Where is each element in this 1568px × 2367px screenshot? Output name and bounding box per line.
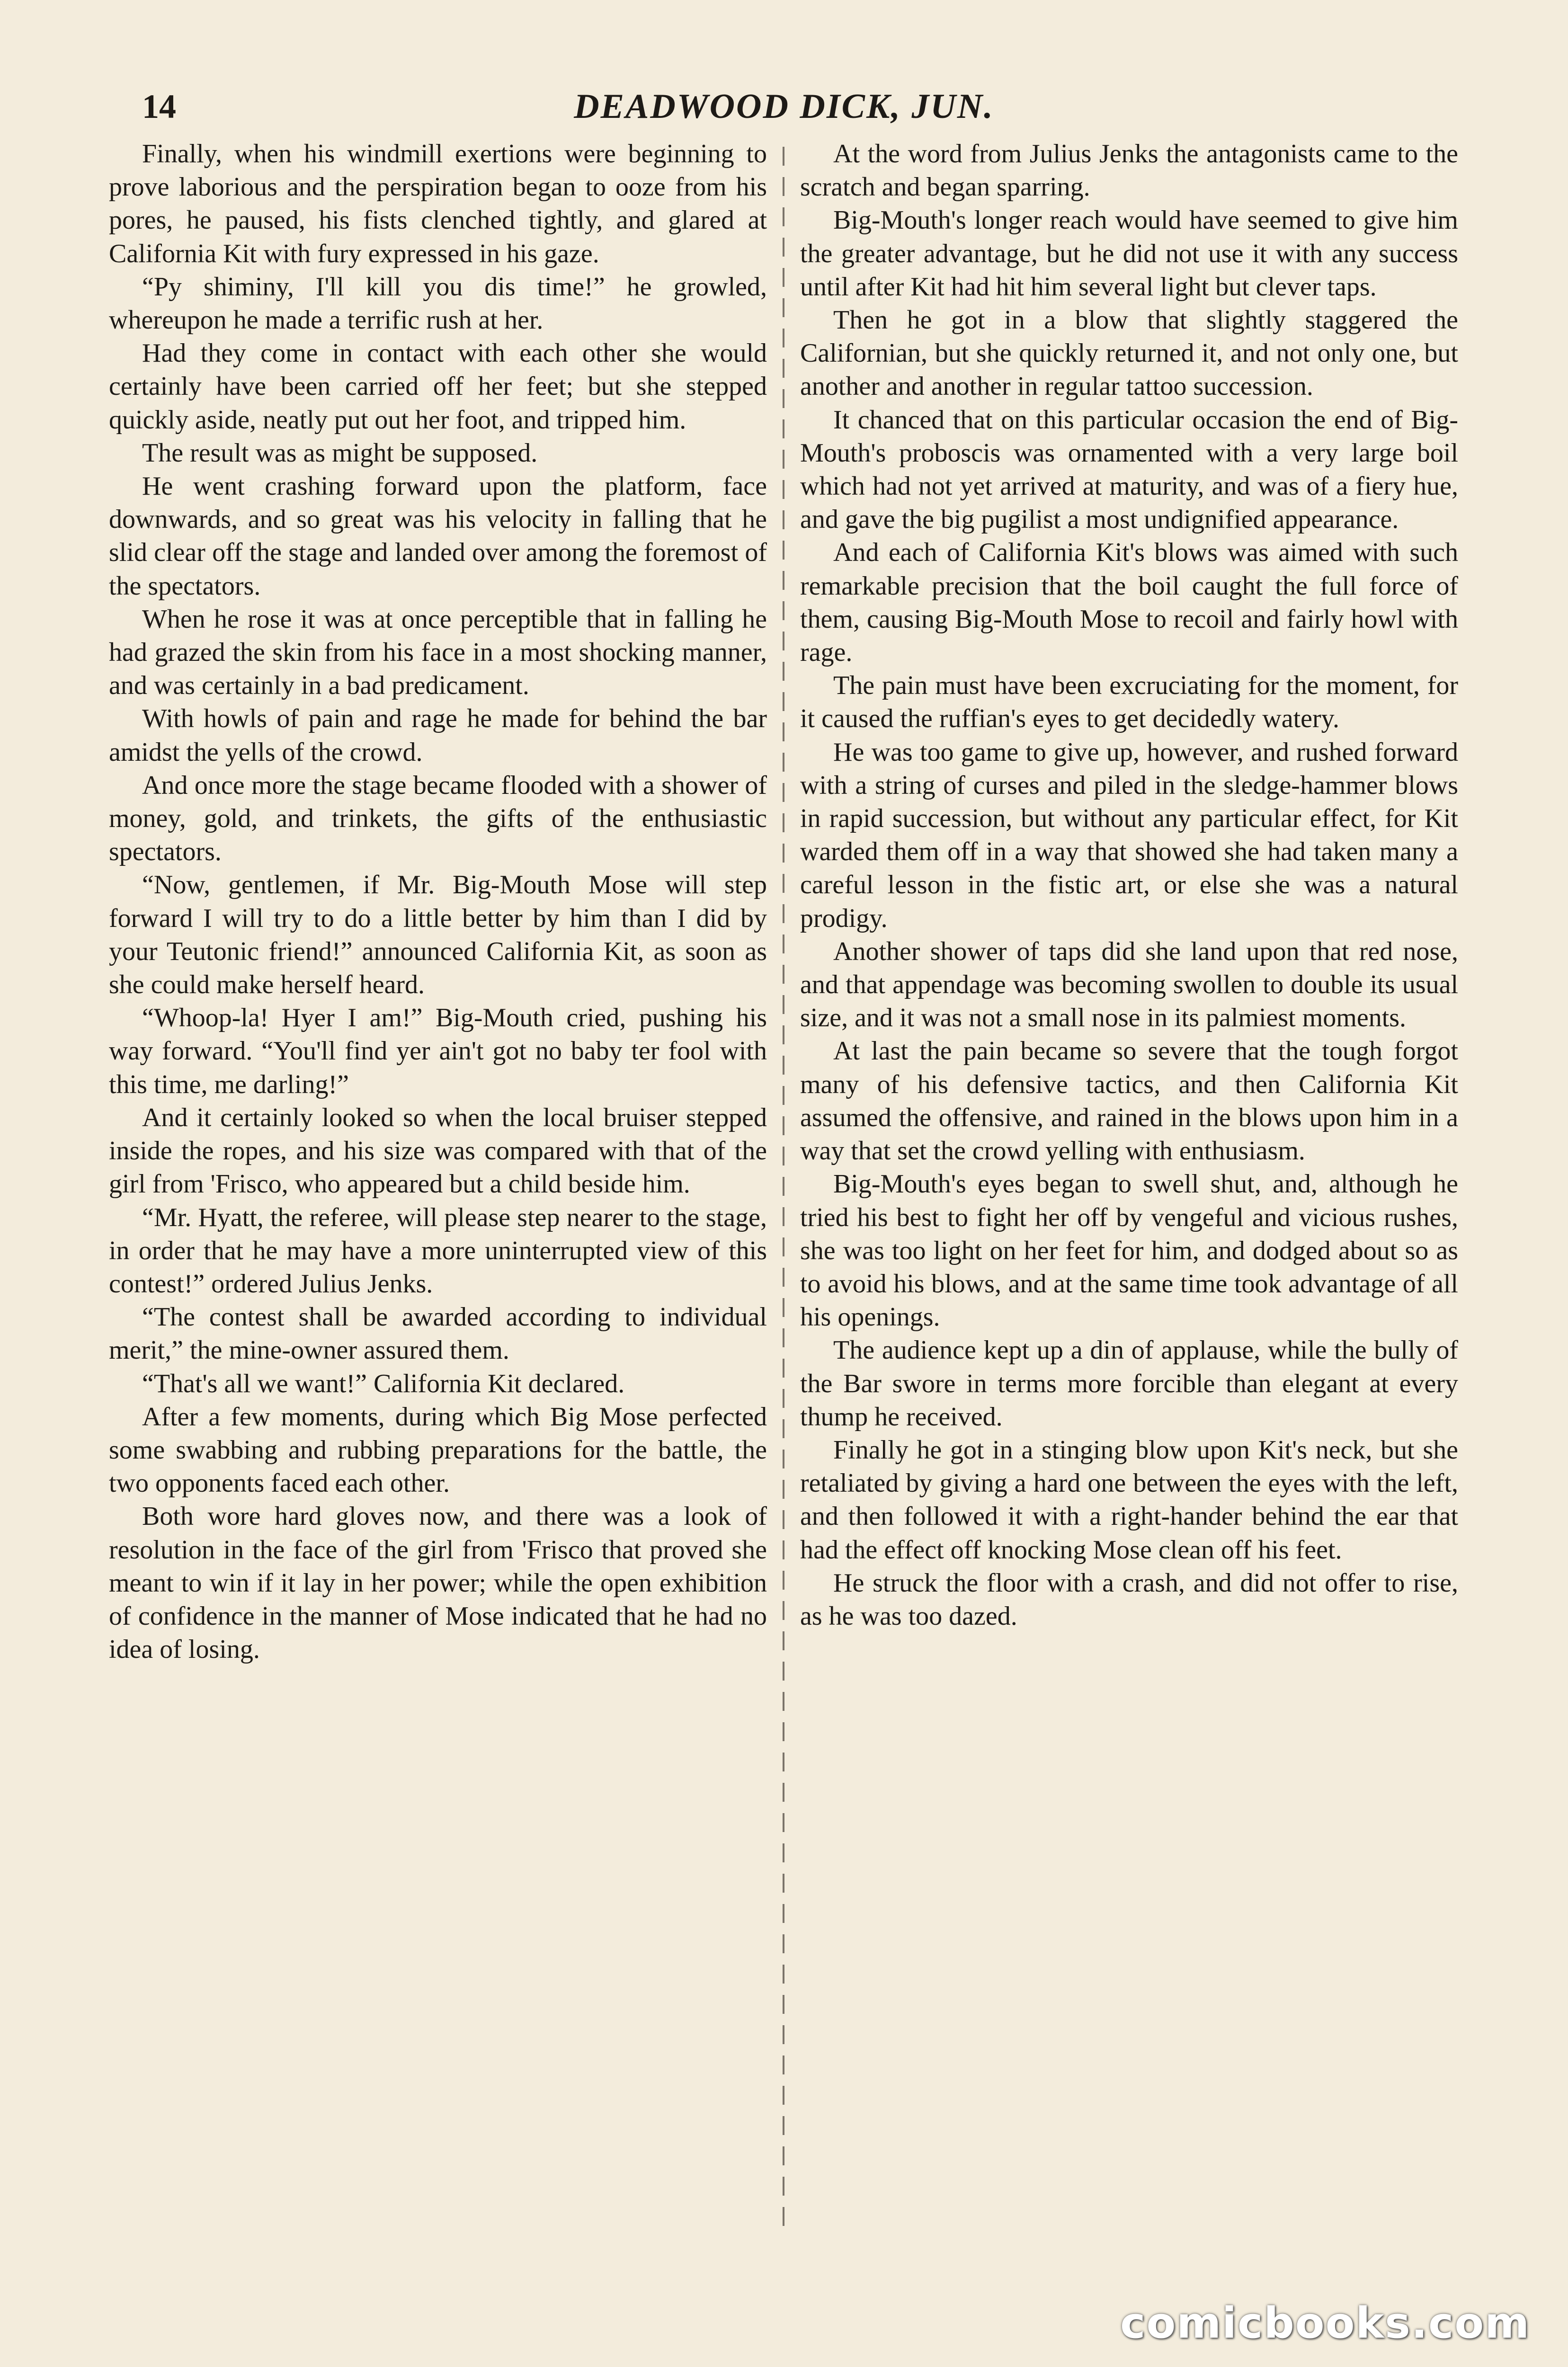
paragraph: And it certainly looked so when the local bruiser stepped inside the ropes, and his size was compared with that of the girl from 'Frisco, who appeared but a child beside him.	[109, 1103, 767, 1199]
paragraph: Big-Mouth's longer reach would have seemed to give him the greater advantage, but he did not use it with any success until after Kit had hit him several light but clever taps.	[800, 205, 1458, 302]
right-column	[800, 137, 1458, 2268]
running-title: DEADWOOD DICK, JUN.	[574, 87, 994, 126]
paragraph: Had they come in contact with each other she would certainly have been carried off her feet; but she stepped quickly aside, neatly put out her foot, and tripped him.	[109, 338, 767, 435]
paragraph: “Py shiminy, I'll kill you dis time!” he growled, whereupon he made a terrific rush at her.	[109, 272, 767, 335]
paragraph: Big-Mouth's eyes began to swell shut, and, although he tried his best to fight her off by vengeful and vicious rushes, she was too light on her feet for him, and dodged about so as to avoid his blows, and at the same time took advantage of all his openings.	[800, 1169, 1458, 1332]
paragraph: Both wore hard gloves now, and there was a look of resolution in the face of the girl from 'Frisco that proved she meant to win if it lay in her power; while the open exhibition of confidence in the manner of Mose indicated that he had no idea of losing.	[109, 1502, 767, 1664]
paragraph: With howls of pain and rage he made for behind the bar amidst the yells of the crowd.	[109, 704, 767, 767]
paragraph: “That's all we want!” California Kit declared.	[142, 1369, 625, 1398]
paragraph: When he rose it was at once perceptible that in falling he had grazed the skin from his face in a most shocking manner, and was certainly in a bad predicament.	[109, 604, 767, 701]
paragraph: After a few moments, during which Big Mose perfected some swabbing and rubbing preparations for the battle, the two opponents faced each other.	[109, 1402, 767, 1498]
page-number: 14	[142, 88, 176, 125]
paragraph: At last the pain became so severe that the tough forgot many of his defensive tactics, and then California Kit assumed the offensive, and rained in the blows upon him in a way that set the crowd yelling with enthusiasm.	[800, 1036, 1458, 1166]
text-columns	[109, 137, 1458, 2268]
paragraph: Another shower of taps did she land upon that red nose, and that appendage was becoming swollen to double its usual size, and it was not a small nose in its palmiest moments.	[800, 936, 1458, 1033]
paragraph: “Now, gentlemen, if Mr. Big-Mouth Mose will step forward I will try to do a little better by him than I did by your Teutonic friend!” announced California Kit, as soon as she could make herself heard.	[109, 870, 767, 1000]
paragraph: He went crashing forward upon the platform, face downwards, and so great was his velocity in falling that he slid clear off the stage and landed over among the foremost of the spectators.	[109, 472, 767, 601]
column-divider	[783, 147, 784, 2230]
paragraph: The audience kept up a din of applause, while the bully of the Bar swore in terms more forcible than elegant at every thump he received.	[800, 1335, 1458, 1432]
paragraph: Finally, when his windmill exertions were beginning to prove laborious and the perspiration began to ooze from his pores, he paused, his fists clenched tightly, and glared at California Kit with fury expressed in his gaze.	[109, 139, 767, 268]
paragraph: And once more the stage became flooded with a shower of money, gold, and trinkets, the gifts of the enthusiastic spectators.	[109, 770, 767, 867]
paragraph: And each of California Kit's blows was aimed with such remarkable precision that the boil caught the full force of them, causing Big-Mouth Mose to recoil and fairly howl with rage.	[800, 538, 1458, 667]
paragraph: “Whoop-la! Hyer I am!” Big-Mouth cried, pushing his way forward. “You'll find yer ain't got no baby ter fool with this time, me darling!”	[109, 1003, 767, 1099]
page-header	[114, 80, 1454, 133]
paragraph: “Mr. Hyatt, the referee, will please step nearer to the stage, in order that he may have a more uninterrupted view of this contest!” ordered Julius Jenks.	[109, 1202, 767, 1299]
paragraph: “The contest shall be awarded according to individual merit,” the mine-owner assured them.	[109, 1302, 767, 1365]
paragraph: At the word from Julius Jenks the antagonists came to the scratch and began sparring.	[800, 139, 1458, 202]
paragraph: The result was as might be supposed.	[142, 438, 538, 468]
paragraph: It chanced that on this particular occasion the end of Big-Mouth's proboscis was ornamented with a very large boil which had not yet arrived at maturity, and was of a fiery hue, and gave the big pugilist a most undignified appearance.	[800, 405, 1458, 534]
paragraph: Finally he got in a stinging blow upon Kit's neck, but she retaliated by giving a hard one between the eyes with the left, and then followed it with a right-hander behind the ear that had the effect off knocking Mose clean off his feet.	[800, 1435, 1458, 1565]
paragraph: The pain must have been excruciating for the moment, for it caused the ruffian's eyes to get decidedly watery.	[800, 671, 1458, 734]
paragraph: He was too game to give up, however, and rushed forward with a string of curses and piled in the sledge-hammer blows in rapid succession, but without any particular effect, for Kit warded them off in a way that showed she had taken many a careful lesson in the fistic art, or else she was a natural prodigy.	[800, 737, 1458, 933]
watermark: comicbooks.com	[1120, 2298, 1530, 2348]
paragraph: Then he got in a blow that slightly staggered the Californian, but she quickly returned it, and not only one, but another and another in regular tattoo succession.	[800, 305, 1458, 401]
left-column	[109, 137, 767, 2268]
paragraph: He struck the floor with a crash, and did not offer to rise, as he was too dazed.	[800, 1568, 1458, 1631]
